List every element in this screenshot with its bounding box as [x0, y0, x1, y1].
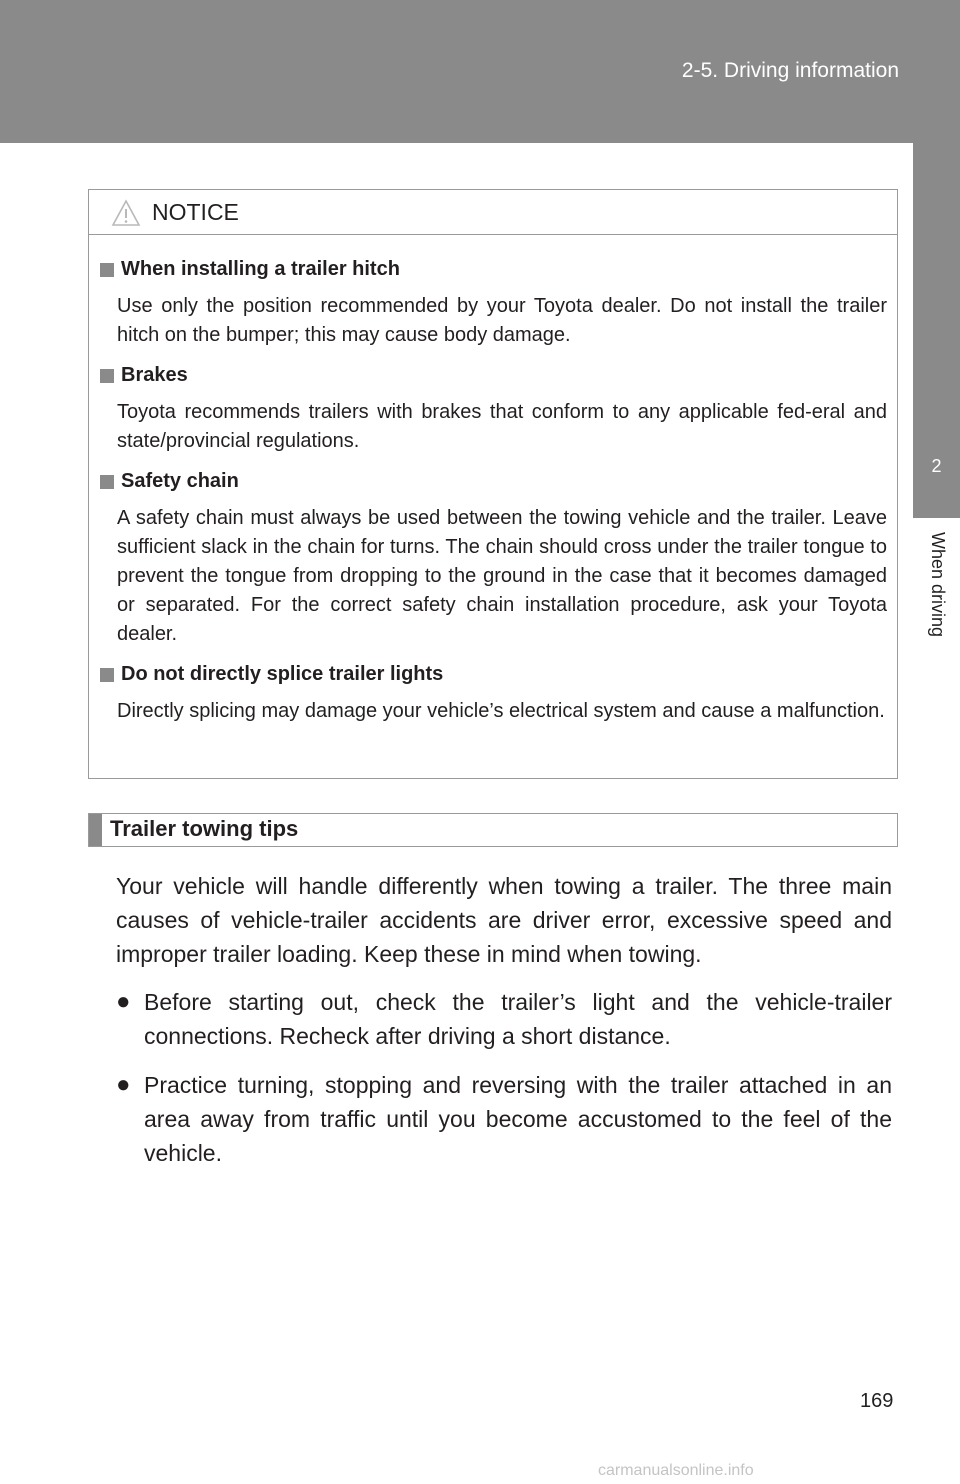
bullet-dot-icon: ● [116, 1071, 131, 1098]
side-tab-upper [913, 143, 960, 415]
section-heading-bar [88, 813, 898, 847]
header-band [0, 0, 960, 143]
notice-item-text: Toyota recommends trailers with brakes that conform to any applicable fed-eral and state/provincial regulations. [117, 401, 887, 452]
page-number: 169 [860, 1390, 894, 1412]
notice-item [100, 255, 887, 350]
notice-item-text: Directly splicing may damage your vehicle’s electrical system and cause a malfunction. [117, 700, 885, 722]
notice-item-text: A safety chain must always be used between the towing vehicle and the trailer. Leave sufficient slack in the chain for turns. The chain should cross under the trailer tongue to prevent the tongue from dropping to the ground in the case that it becomes damaged or separated. For the correct safety chain installation procedure, ask your Toyota dealer. [117, 507, 887, 645]
chapter-tab-number: 2 [913, 415, 960, 518]
gray-square-icon [100, 668, 114, 682]
notice-title: NOTICE [152, 199, 239, 225]
chapter-tab-label: When driving [928, 532, 948, 638]
notice-body [89, 235, 897, 726]
bullet-text: Before starting out, check the trailer’s light and the vehicle-trailer connections. Recheck after driving a short distance. [144, 989, 892, 1049]
bullet-item [116, 1068, 892, 1170]
notice-item-heading: Do not directly splice trailer lights [121, 663, 444, 685]
notice-box [88, 189, 898, 779]
gray-square-icon [100, 475, 114, 489]
notice-item-heading: Safety chain [121, 470, 239, 492]
notice-header [89, 190, 897, 235]
bullet-text: Practice turning, stopping and reversing with the trailer attached in an area away from traffic until you become accustomed to the feel of the vehicle. [144, 1072, 892, 1166]
notice-item-text: Use only the position recommended by your Toyota dealer. Do not install the trailer hitch on the bumper; this may cause body damage. [117, 295, 887, 346]
section-title: Trailer towing tips [110, 816, 299, 841]
warning-triangle-icon [111, 199, 141, 232]
notice-item-heading: When installing a trailer hitch [121, 258, 400, 280]
gray-square-icon [100, 369, 114, 383]
section-breadcrumb: 2-5. Driving information [681, 59, 899, 82]
watermark: carmanualsonline.info [598, 1462, 754, 1479]
section-intro: Your vehicle will handle differently when towing a trailer. The three main causes of vehicle-trailer accidents are driver error, excessive speed and improper trailer loading. Keep these in mind when towing. [116, 873, 892, 967]
section-heading-accent [89, 814, 102, 846]
bullet-item [116, 985, 892, 1053]
notice-item [100, 361, 887, 456]
notice-item-heading: Brakes [121, 364, 188, 386]
gray-square-icon [100, 263, 114, 277]
notice-item [100, 467, 887, 649]
notice-item [100, 660, 887, 726]
bullet-dot-icon: ● [116, 988, 131, 1015]
